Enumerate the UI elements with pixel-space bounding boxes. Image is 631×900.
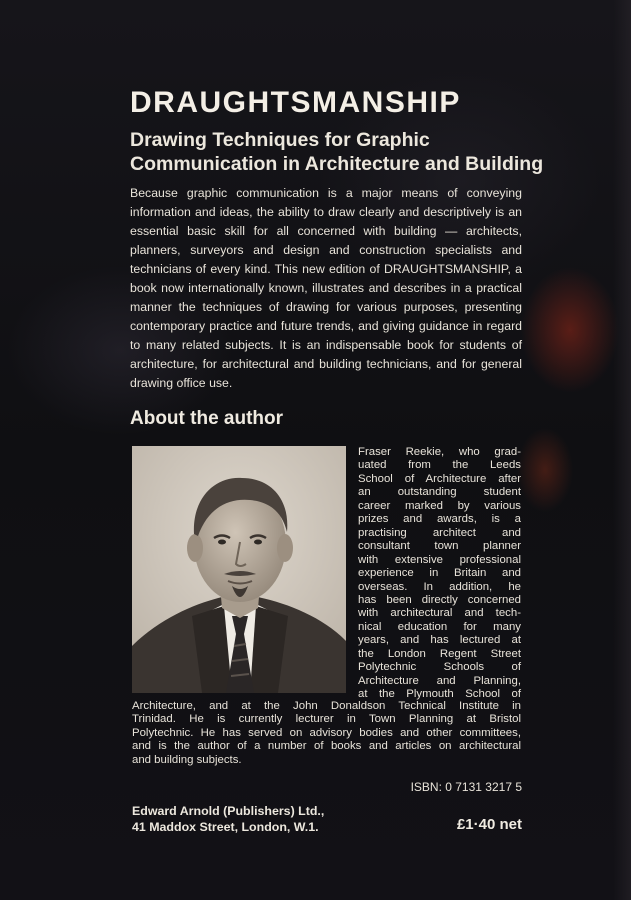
book-blurb: Because graphic communication is a major means of conveying information and ideas, the ability to draw clearly and descriptively is an essential basic skill for all concerned with building — architects, planners, surveyors and design and construction specialists and technicians of every kind. This new edition of DRAUGHTSMANSHIP, a book now internationally known, illustrates and describes in a practical manner the techniques of drawing for various purposes, presenting contemporary practice and future trends, and giving guidance in regard to many related subjects. It is an indispensable book for students of architecture, for architectural and building technicians, and for general drawing office use.	[130, 186, 522, 390]
isbn: ISBN: 0 7131 3217 5	[410, 780, 522, 794]
publisher-name: Edward Arnold (Publishers) Ltd.,	[132, 804, 325, 818]
book-title: DRAUGHTSMANSHIP	[130, 86, 461, 119]
price: £1·40 net	[456, 816, 522, 833]
bio-line: has been directly concerned	[358, 593, 521, 606]
bio-line: experience in Britain and	[358, 567, 521, 580]
bio-line: prizes and awards, is a	[358, 513, 521, 526]
bio-line: the London Regent Street	[358, 647, 521, 660]
bio-line: an outstanding student	[358, 486, 521, 499]
publisher-address: 41 Maddox Street, London, W.1.	[132, 820, 319, 834]
bio-line: Architecture and Planning,	[358, 674, 521, 687]
bio-line: and building subjects.	[132, 753, 242, 766]
bio-line: Fraser Reekie, who grad-	[358, 446, 521, 458]
bio-line: at the Plymouth School of	[358, 688, 521, 701]
cover-edge	[613, 0, 631, 900]
bio-line: School of Architecture after	[358, 472, 521, 485]
bio-line: with architectural and tech-	[358, 607, 521, 620]
bio-line: and is the author of a number of books and articles on architectural	[132, 740, 521, 753]
book-subtitle	[130, 128, 544, 176]
publisher-info	[132, 803, 324, 835]
bio-line: with extensive professional	[358, 553, 521, 566]
bio-line: uated from the Leeds	[358, 459, 521, 472]
author-portrait	[132, 446, 346, 693]
subtitle-line: Communication in Architecture and Building	[130, 153, 544, 175]
bio-line: Architecture, and at the John Donaldson Technical Institute in	[132, 700, 521, 712]
bio-line: nical education for many	[358, 620, 521, 633]
author-bio-side	[358, 446, 521, 702]
bio-line: Polytechnic Schools of	[358, 661, 521, 674]
bio-line: consultant town planner	[358, 540, 521, 553]
bio-line: Polytechnic. He has served on advisory bodies and other committees,	[132, 726, 521, 739]
bio-line: practising architect and	[358, 526, 521, 539]
bio-line: overseas. In addition, he	[358, 580, 521, 593]
subtitle-line: Drawing Techniques for Graphic	[130, 129, 430, 151]
bio-line: career marked by various	[358, 499, 521, 512]
author-photo	[132, 446, 346, 693]
about-author-heading: About the author	[130, 408, 284, 429]
author-bio-full	[132, 700, 521, 767]
bio-line: Trinidad. He is currently lecturer in Town Planning at Bristol	[132, 713, 521, 726]
bio-line: years, and has lectured at	[358, 634, 521, 647]
